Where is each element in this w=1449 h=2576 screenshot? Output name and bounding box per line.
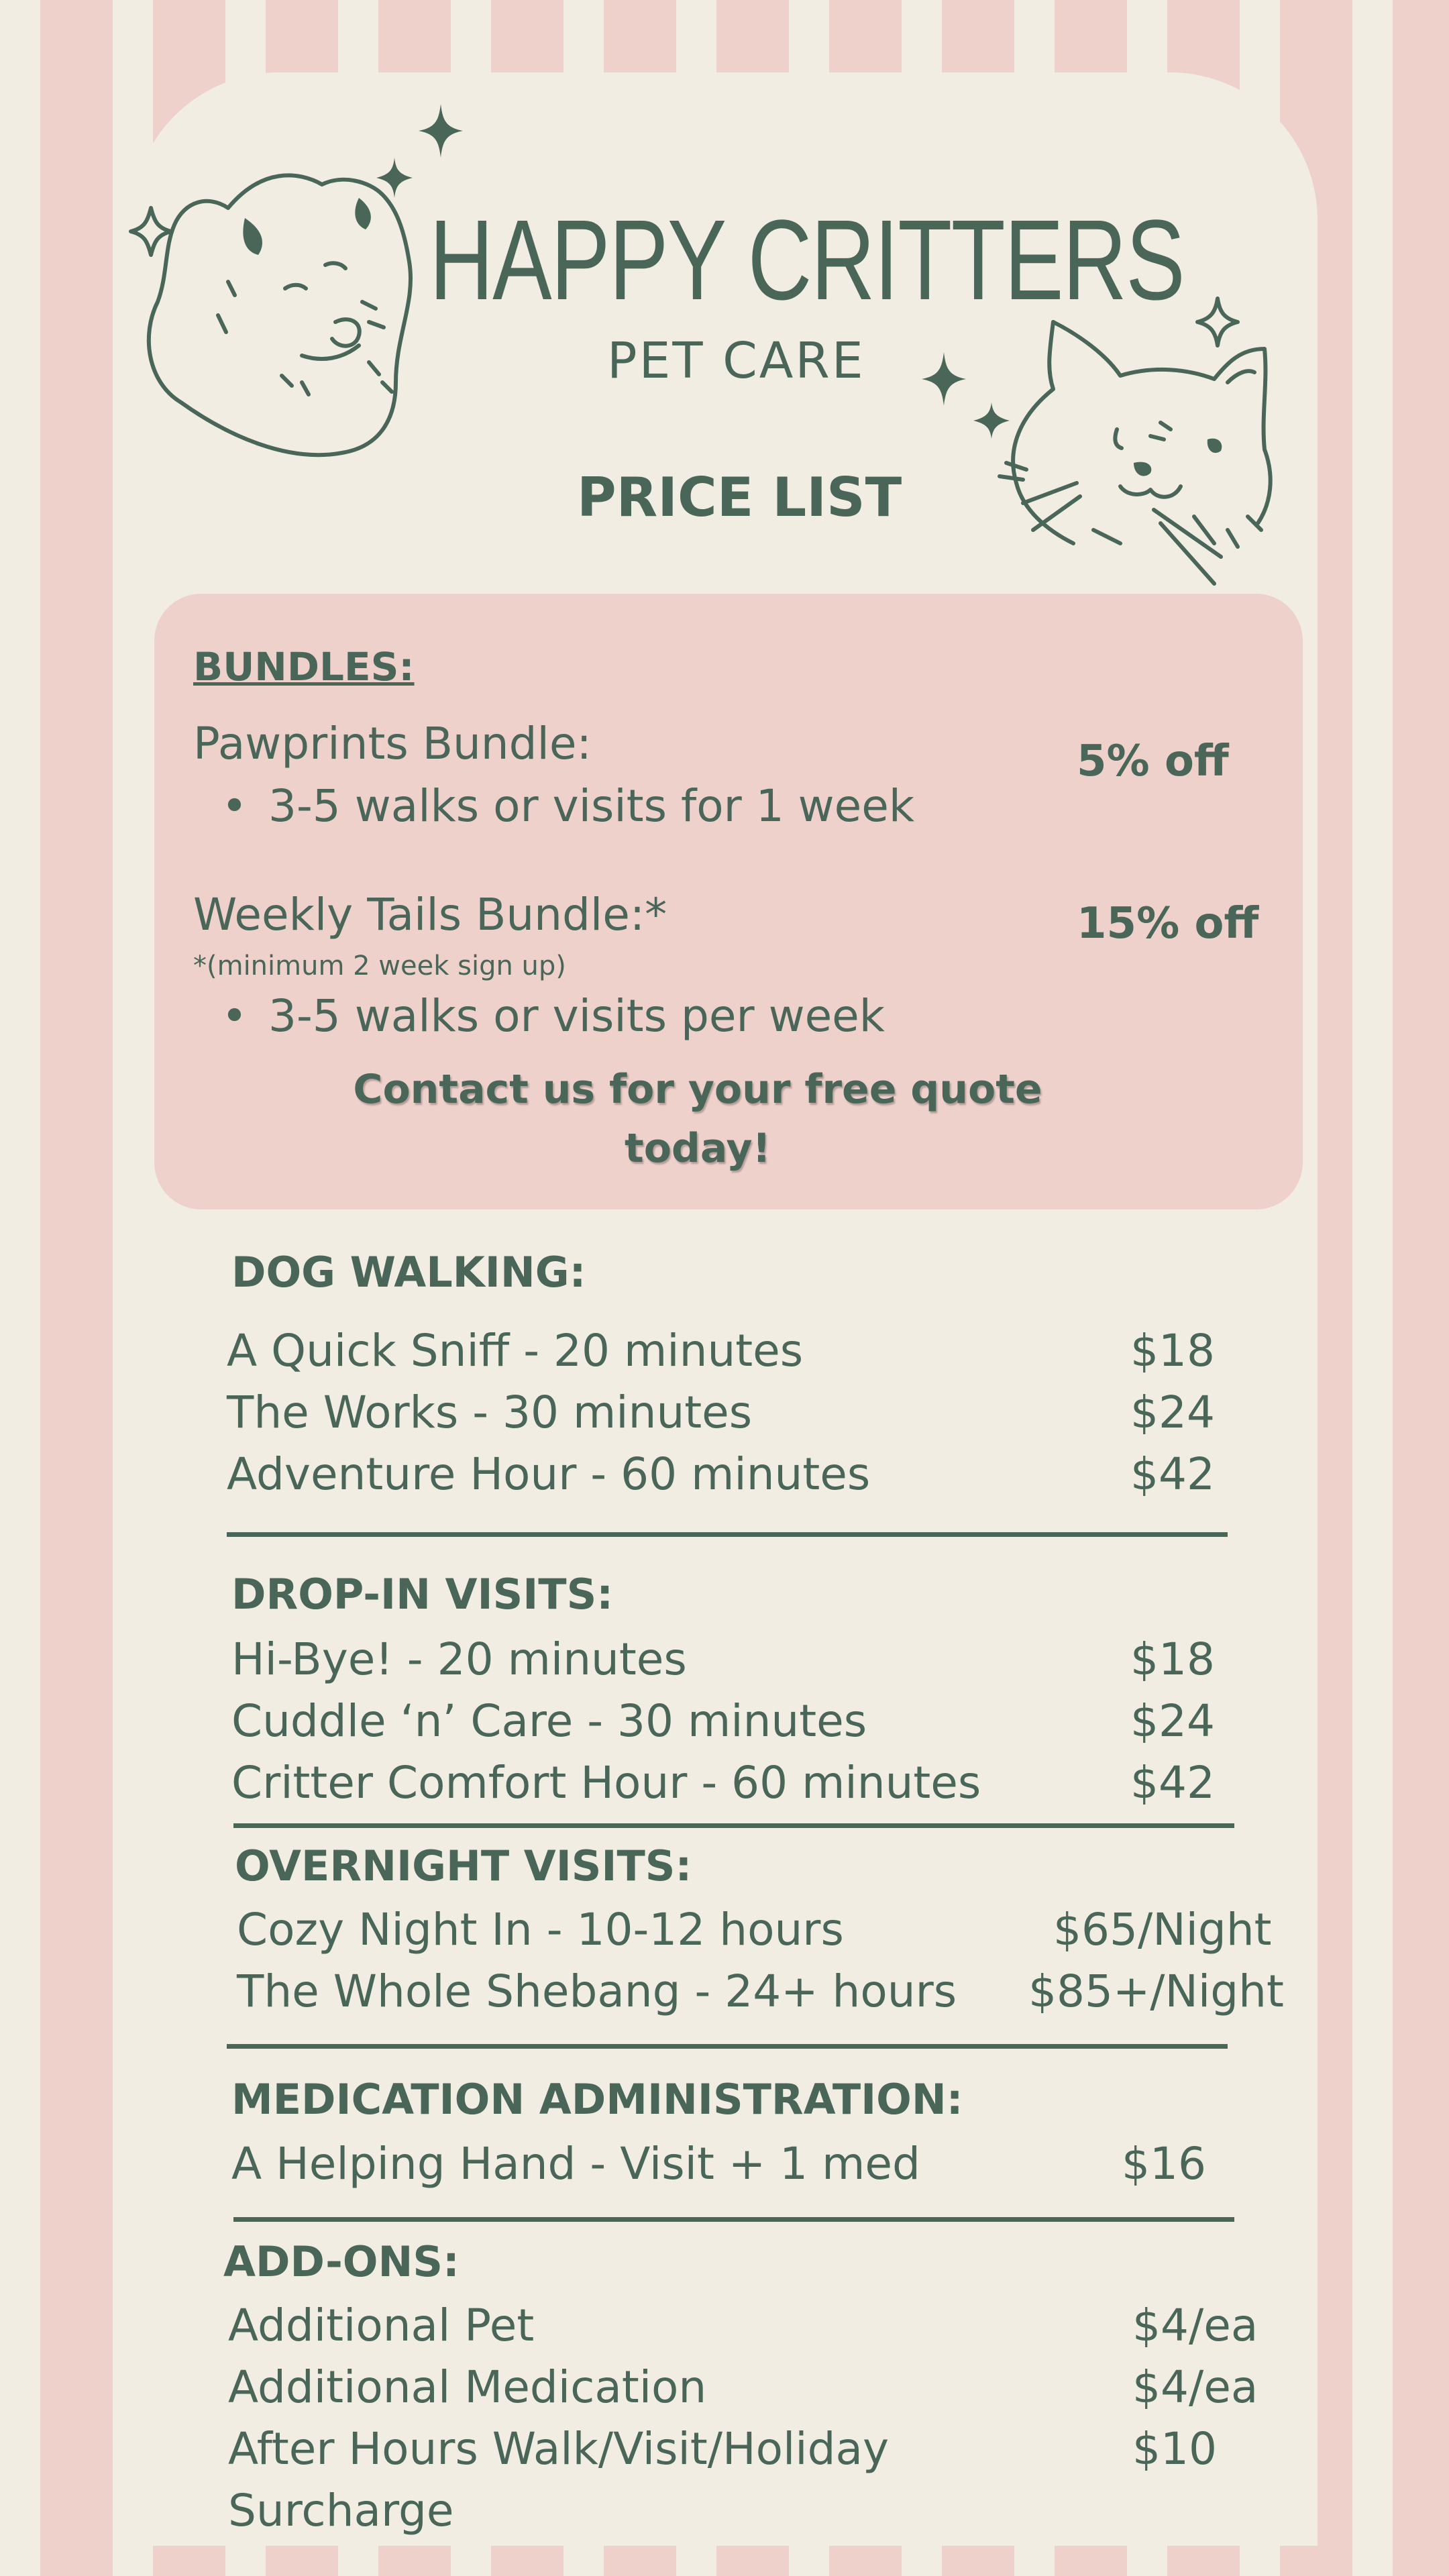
service-price: $85+/Night <box>1028 1966 1284 2017</box>
bundles-heading: BUNDLES: <box>193 644 415 690</box>
service-price: $42 <box>1130 1448 1215 1500</box>
service-price: $24 <box>1130 1695 1215 1747</box>
service-price: $65/Night <box>1053 1904 1272 1955</box>
price-list-heading: PRICE LIST <box>577 466 902 529</box>
contact-cta: Contact us for your free quote today! <box>353 1066 1042 1172</box>
service-name: A Helping Hand - Visit + 1 med <box>231 2138 920 2190</box>
sparkle-icon <box>127 101 476 302</box>
bundle-detail: • 3-5 walks or visits for 1 week <box>268 780 914 832</box>
brand-subtitle: PET CARE <box>607 332 865 390</box>
service-name: Critter Comfort Hour - 60 minutes <box>231 1757 981 1809</box>
bundle-name: Pawprints Bundle: <box>193 718 592 769</box>
section-heading: DOG WALKING: <box>231 1248 586 1297</box>
service-name: Adventure Hour - 60 minutes <box>227 1448 871 1500</box>
service-price: $42 <box>1130 1757 1215 1809</box>
bundle-detail: • 3-5 walks or visits per week <box>268 990 885 1042</box>
section-divider <box>233 2217 1234 2222</box>
section-divider <box>227 2044 1228 2049</box>
service-name: Additional Pet <box>228 2300 535 2351</box>
brand-title: HAPPY CRITTERS <box>429 197 1185 324</box>
section-heading: MEDICATION ADMINISTRATION: <box>231 2075 963 2124</box>
bottom-stripes <box>0 2546 1449 2576</box>
section-heading: DROP-IN VISITS: <box>231 1570 614 1619</box>
section-divider <box>233 1823 1234 1828</box>
section-heading: ADD-ONS: <box>223 2237 460 2286</box>
service-name: The Works - 30 minutes <box>227 1387 753 1438</box>
service-price: $18 <box>1130 1325 1215 1377</box>
bundle-discount: 5% off <box>1077 737 1229 786</box>
service-price: $16 <box>1122 2138 1206 2190</box>
bundle-name: Weekly Tails Bundle:* <box>193 889 667 941</box>
service-name: The Whole Shebang - 24+ hours <box>237 1966 957 2017</box>
section-heading: OVERNIGHT VISITS: <box>235 1841 692 1890</box>
service-price: $24 <box>1130 1387 1215 1438</box>
service-name: Cozy Night In - 10-12 hours <box>237 1904 844 1955</box>
service-name: Hi-Bye! - 20 minutes <box>231 1633 687 1685</box>
service-price: $18 <box>1130 1633 1215 1685</box>
service-name: A Quick Sniff - 20 minutes <box>227 1325 804 1377</box>
bundle-discount: 15% off <box>1077 899 1259 949</box>
bundle-note: *(minimum 2 week sign up) <box>193 951 566 981</box>
service-name: Cuddle ‘n’ Care - 30 minutes <box>231 1695 867 1747</box>
service-name-continued: Surcharge <box>228 2485 454 2536</box>
service-name: Additional Medication <box>228 2361 707 2413</box>
service-price: $4/ea <box>1132 2300 1258 2351</box>
service-price: $4/ea <box>1132 2361 1258 2413</box>
service-price: $10 <box>1132 2423 1217 2475</box>
section-divider <box>227 1532 1228 1537</box>
service-name: After Hours Walk/Visit/Holiday <box>228 2423 890 2475</box>
